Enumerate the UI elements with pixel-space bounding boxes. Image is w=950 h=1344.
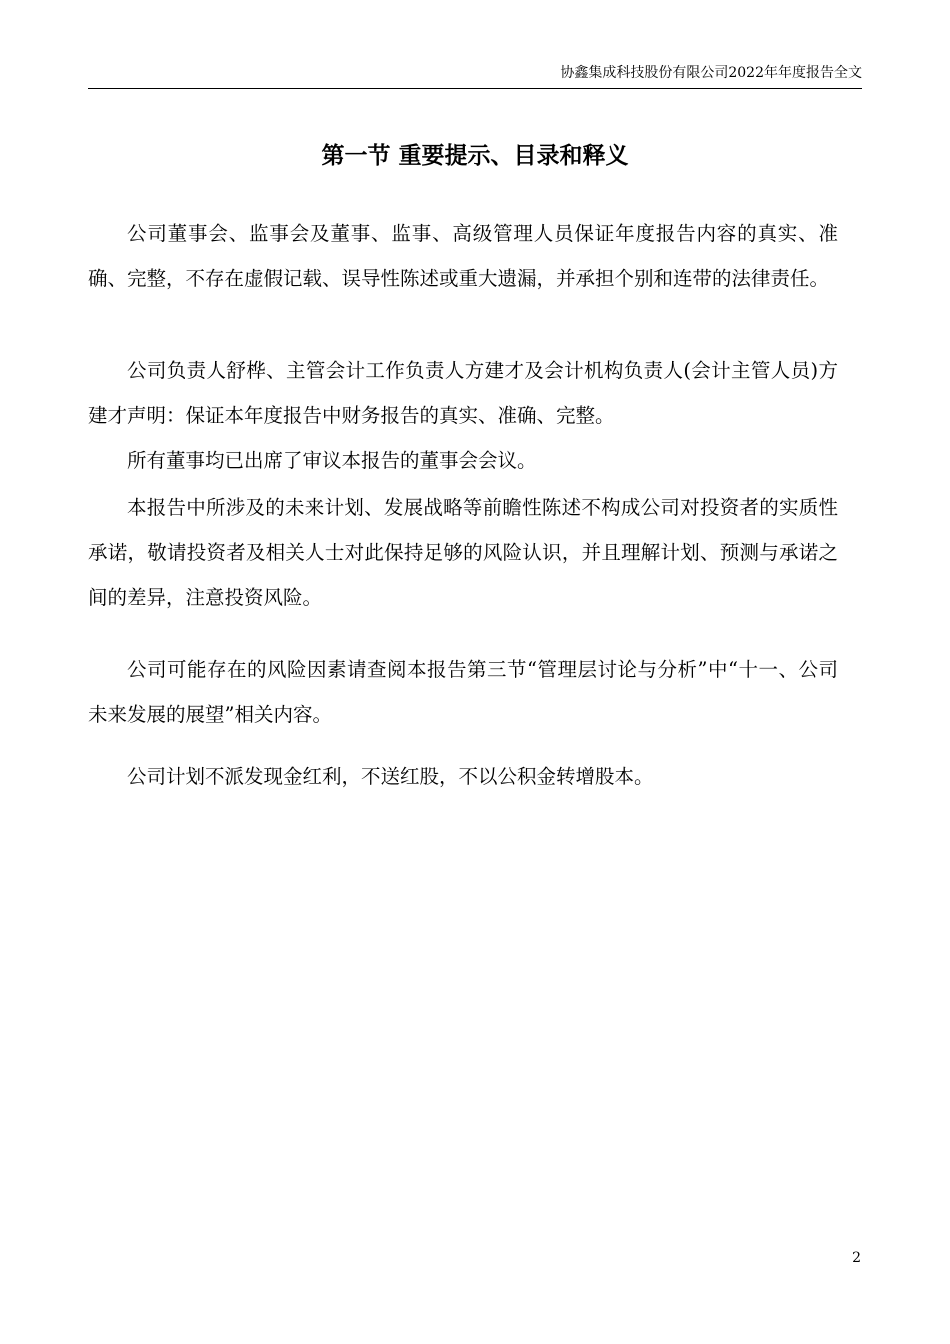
paragraph-risk-factors: 公司可能存在的风险因素请查阅本报告第三节“管理层讨论与分析”中“十一、公司未来发展的展望”相关内容。 — [88, 658, 838, 726]
page-number: 2 — [852, 1250, 861, 1266]
paragraph-board-guarantee: 公司董事会、监事会及董事、监事、高级管理人员保证年度报告内容的真实、准确、完整，不存在虚假记载、误导性陈述或重大遗漏，并承担个别和连带的法律责任。 — [88, 222, 838, 290]
section-title: 第一节 重要提示、目录和释义 — [321, 142, 629, 169]
header-title: 协鑫集成科技股份有限公司2022年年度报告全文 — [560, 65, 862, 81]
paragraph-responsible-persons-statement: 公司负责人舒桦、主管会计工作负责人方建才及会计机构负责人(会计主管人员)方建才声明：保证本年度报告中财务报告的真实、准确、完整。 — [88, 359, 838, 427]
paragraph-dividend-plan: 公司计划不派发现金红利，不送红股，不以公积金转增股本。 — [127, 765, 654, 788]
paragraph-directors-attendance: 所有董事均已出席了审议本报告的董事会会议。 — [127, 449, 537, 472]
paragraph-forward-looking-statement: 本报告中所涉及的未来计划、发展战略等前瞻性陈述不构成公司对投资者的实质性承诺，敬请投资者及相关人士对此保持足够的风险认识，并且理解计划、预测与承诺之间的差异，注意投资风险。 — [88, 496, 838, 609]
page-header — [88, 62, 862, 89]
